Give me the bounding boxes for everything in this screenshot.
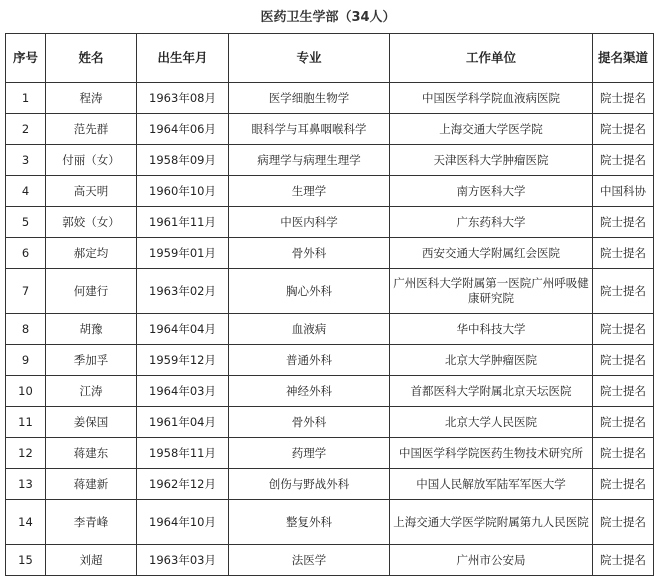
cell-index: 6 xyxy=(6,238,46,269)
cell-major: 药理学 xyxy=(229,438,390,469)
cell-major: 胸心外科 xyxy=(229,269,390,314)
member-table xyxy=(5,33,654,576)
cell-unit: 华中科技大学 xyxy=(390,314,593,345)
cell-index: 12 xyxy=(6,438,46,469)
cell-name: 姜保国 xyxy=(46,407,137,438)
header-unit: 工作单位 xyxy=(390,34,593,83)
cell-birth: 1959年12月 xyxy=(137,345,229,376)
cell-birth: 1960年10月 xyxy=(137,176,229,207)
table-row xyxy=(6,500,654,545)
cell-name: 何建行 xyxy=(46,269,137,314)
cell-index: 15 xyxy=(6,545,46,576)
cell-name: 郝定均 xyxy=(46,238,137,269)
cell-channel: 院士提名 xyxy=(593,407,654,438)
cell-index: 3 xyxy=(6,145,46,176)
cell-major: 眼科学与耳鼻咽喉科学 xyxy=(229,114,390,145)
table-row xyxy=(6,269,654,314)
cell-index: 4 xyxy=(6,176,46,207)
cell-index: 7 xyxy=(6,269,46,314)
cell-name: 胡豫 xyxy=(46,314,137,345)
cell-name: 蒋建东 xyxy=(46,438,137,469)
header-channel: 提名渠道 xyxy=(593,34,654,83)
cell-major: 血液病 xyxy=(229,314,390,345)
cell-channel: 中国科协 xyxy=(593,176,654,207)
cell-birth: 1964年03月 xyxy=(137,376,229,407)
cell-index: 5 xyxy=(6,207,46,238)
cell-channel: 院士提名 xyxy=(593,145,654,176)
cell-channel: 院士提名 xyxy=(593,207,654,238)
table-row xyxy=(6,438,654,469)
header-major: 专业 xyxy=(229,34,390,83)
cell-unit: 中国人民解放军陆军军医大学 xyxy=(390,469,593,500)
header-index: 序号 xyxy=(6,34,46,83)
table-row xyxy=(6,238,654,269)
cell-major: 法医学 xyxy=(229,545,390,576)
cell-birth: 1964年10月 xyxy=(137,500,229,545)
cell-name: 李青峰 xyxy=(46,500,137,545)
cell-major: 神经外科 xyxy=(229,376,390,407)
cell-channel: 院士提名 xyxy=(593,238,654,269)
table-row xyxy=(6,176,654,207)
table-header-row xyxy=(6,34,654,83)
cell-channel: 院士提名 xyxy=(593,83,654,114)
cell-name: 刘超 xyxy=(46,545,137,576)
cell-name: 江涛 xyxy=(46,376,137,407)
table-row xyxy=(6,83,654,114)
cell-name: 程涛 xyxy=(46,83,137,114)
cell-channel: 院士提名 xyxy=(593,114,654,145)
cell-birth: 1961年04月 xyxy=(137,407,229,438)
cell-birth: 1964年04月 xyxy=(137,314,229,345)
cell-index: 14 xyxy=(6,500,46,545)
page-title: 医药卫生学部（34人） xyxy=(260,10,396,25)
cell-name: 郭姣（女） xyxy=(46,207,137,238)
cell-unit: 广东药科大学 xyxy=(390,207,593,238)
table-row xyxy=(6,314,654,345)
cell-unit: 上海交通大学医学院 xyxy=(390,114,593,145)
header-birth: 出生年月 xyxy=(137,34,229,83)
cell-index: 11 xyxy=(6,407,46,438)
cell-unit: 西安交通大学附属红会医院 xyxy=(390,238,593,269)
cell-birth: 1959年01月 xyxy=(137,238,229,269)
cell-birth: 1964年06月 xyxy=(137,114,229,145)
cell-unit: 中国医学科学院医药生物技术研究所 xyxy=(390,438,593,469)
cell-index: 9 xyxy=(6,345,46,376)
cell-unit: 天津医科大学肿瘤医院 xyxy=(390,145,593,176)
cell-birth: 1962年12月 xyxy=(137,469,229,500)
table-row xyxy=(6,545,654,576)
table-row xyxy=(6,207,654,238)
cell-channel: 院士提名 xyxy=(593,438,654,469)
cell-unit: 首都医科大学附属北京天坛医院 xyxy=(390,376,593,407)
cell-name: 范先群 xyxy=(46,114,137,145)
cell-unit: 北京大学肿瘤医院 xyxy=(390,345,593,376)
cell-channel: 院士提名 xyxy=(593,469,654,500)
cell-index: 8 xyxy=(6,314,46,345)
table-row xyxy=(6,145,654,176)
cell-channel: 院士提名 xyxy=(593,314,654,345)
cell-name: 蒋建新 xyxy=(46,469,137,500)
cell-channel: 院士提名 xyxy=(593,269,654,314)
cell-channel: 院士提名 xyxy=(593,345,654,376)
cell-unit: 广州市公安局 xyxy=(390,545,593,576)
cell-major: 病理学与病理生理学 xyxy=(229,145,390,176)
cell-birth: 1958年11月 xyxy=(137,438,229,469)
cell-unit: 南方医科大学 xyxy=(390,176,593,207)
cell-major: 整复外科 xyxy=(229,500,390,545)
cell-major: 创伤与野战外科 xyxy=(229,469,390,500)
cell-name: 高天明 xyxy=(46,176,137,207)
cell-unit: 北京大学人民医院 xyxy=(390,407,593,438)
cell-major: 中医内科学 xyxy=(229,207,390,238)
table-row xyxy=(6,376,654,407)
cell-major: 骨外科 xyxy=(229,407,390,438)
header-name: 姓名 xyxy=(46,34,137,83)
cell-major: 医学细胞生物学 xyxy=(229,83,390,114)
cell-major: 普通外科 xyxy=(229,345,390,376)
cell-unit: 中国医学科学院血液病医院 xyxy=(390,83,593,114)
table-row xyxy=(6,469,654,500)
cell-index: 2 xyxy=(6,114,46,145)
cell-birth: 1958年09月 xyxy=(137,145,229,176)
cell-index: 10 xyxy=(6,376,46,407)
cell-channel: 院士提名 xyxy=(593,376,654,407)
cell-channel: 院士提名 xyxy=(593,545,654,576)
table-row xyxy=(6,407,654,438)
cell-birth: 1961年11月 xyxy=(137,207,229,238)
cell-birth: 1963年03月 xyxy=(137,545,229,576)
cell-index: 13 xyxy=(6,469,46,500)
cell-birth: 1963年02月 xyxy=(137,269,229,314)
cell-channel: 院士提名 xyxy=(593,500,654,545)
cell-birth: 1963年08月 xyxy=(137,83,229,114)
cell-name: 季加孚 xyxy=(46,345,137,376)
table-row xyxy=(6,345,654,376)
cell-unit: 上海交通大学医学院附属第九人民医院 xyxy=(390,500,593,545)
cell-major: 骨外科 xyxy=(229,238,390,269)
cell-unit: 广州医科大学附属第一医院广州呼吸健康研究院 xyxy=(390,269,593,314)
cell-major: 生理学 xyxy=(229,176,390,207)
table-row xyxy=(6,114,654,145)
cell-name: 付丽（女） xyxy=(46,145,137,176)
cell-index: 1 xyxy=(6,83,46,114)
